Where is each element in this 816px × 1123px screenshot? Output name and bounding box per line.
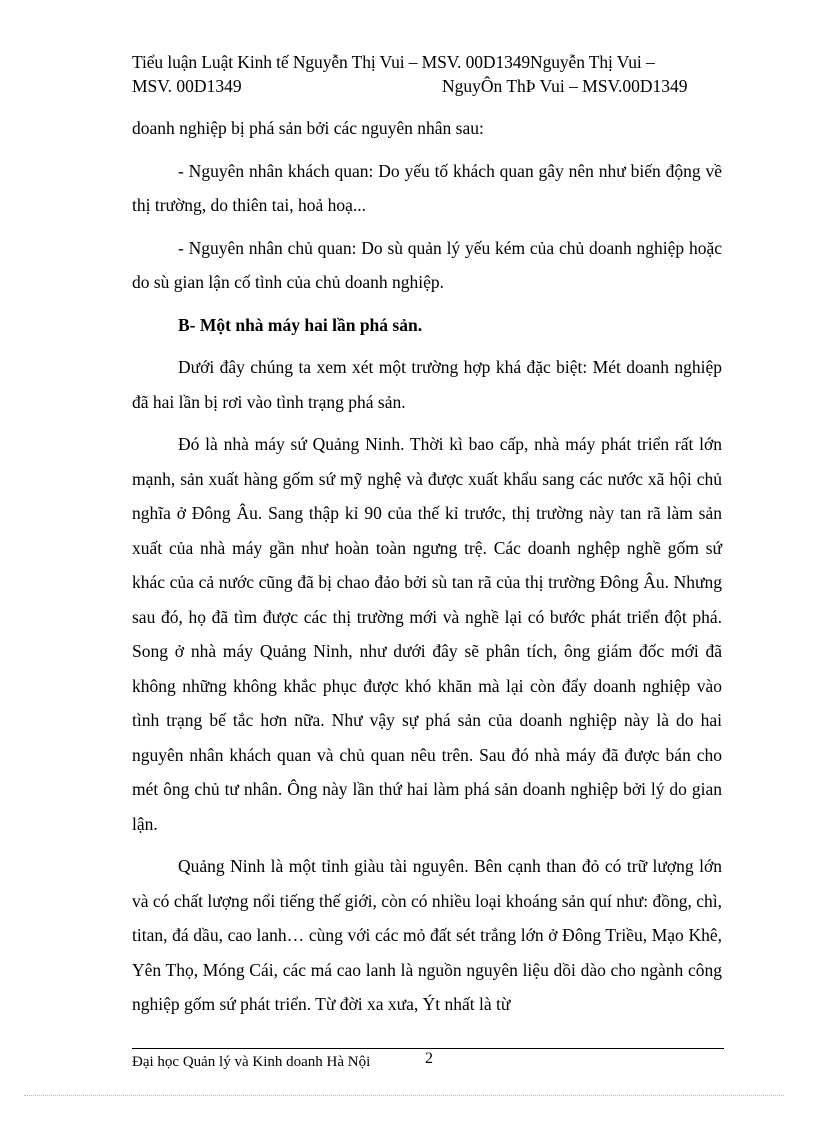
paragraph-intro: doanh nghiệp bị phá sản bởi các nguyên nhân sau: [132, 118, 484, 138]
paragraph-case-intro: Dưới đây chúng ta xem xét một trường hợp khá đặc biệt: Mét doanh nghiệp đã hai lần bị rơi vào tình trạng phá sản. [132, 357, 722, 412]
paragraph-subjective-causes: - Nguyên nhân chủ quan: Do sù quản lý yếu kém của chủ doanh nghiệp hoặc do sù gian lận cố tình của chủ doanh nghiệp. [132, 237, 722, 292]
page-footer [132, 1050, 433, 1071]
section-heading: B- Một nhà máy hai lần phá sản. [178, 314, 423, 335]
header-line-1: Tiểu luận Luật Kinh tế Nguyễn Thị Vui – MSV. 00D1349Nguyễn Thị Vui – [132, 52, 655, 72]
header-line-2-right: NguyÔn ThÞ Vui – MSV.00D1349 [442, 76, 688, 96]
footer-divider [132, 1048, 724, 1049]
page-bottom-border [24, 1095, 784, 1096]
header-line-2 [132, 74, 722, 98]
page-number: 2 [425, 1050, 433, 1067]
paragraph-factory-history: Đó là nhà máy sứ Quảng Ninh. Thời kì bao cấp, nhà máy phát triển rất lớn mạnh, sản xuất hàng gốm sứ mỹ nghệ và được xuất khẩu sang các nước xã hội chủ nghĩa ở Đông Âu. Sang thập kỉ 90 của thế kỉ trước, thị trường này tan rã làm sản xuất của nhà máy gần như hoàn toàn ngưng trệ. Các doanh nghệp nghề gốm sứ khác của cả nước cũng đã bị chao đảo bởi sù tan rã của thị trường Đông Âu. Nhưng sau đó, họ đã tìm được các thị trường mới và nghề lại có bước phát triển đột phá. Song ở nhà máy Quảng Ninh, như dưới đây sẽ phân tích, ông giám đốc mới đã không những không khắc phục được khó khăn mà lại còn đẩy doanh nghiệp vào tình trạng bế tắc hơn nữa. Như vậy sự phá sản của doanh nghiệp này là do hai nguyên nhân khách quan và chủ quan nêu trên. Sau đó nhà máy đã được bán cho mét ông chủ tư nhân. Ông này lần thứ hai làm phá sản doanh nghiệp bởi lý do gian lận. [132, 434, 722, 834]
paragraph-quang-ninh-resources: Quảng Ninh là một tỉnh giàu tài nguyên. Bên cạnh than đỏ có trữ lượng lớn và có chất lượng nổi tiếng thế giới, còn có nhiều loại khoáng sản quí như: đồng, chì, titan, đá dầu, cao lanh… cùng với các mỏ đất sét trắng lớn ở Đông Triều, Mạo Khê, Yên Thọ, Móng Cái, các má cao lanh là nguồn nguyên liệu dồi dào cho ngành công nghiệp gốm sứ phát triển. Từ đời xa xưa, Ýt nhất là từ [132, 856, 722, 1014]
page-header [132, 50, 722, 98]
document-body [132, 111, 722, 1022]
header-line-2-left: MSV. 00D1349 [132, 76, 242, 96]
paragraph-objective-causes: - Nguyên nhân khách quan: Do yếu tố khách quan gây nên như biến động về thị trường, do thiên tai, hoả hoạ... [132, 160, 722, 215]
footer-text: Đại học Quản lý và Kinh doanh Hà Nội [132, 1054, 371, 1070]
